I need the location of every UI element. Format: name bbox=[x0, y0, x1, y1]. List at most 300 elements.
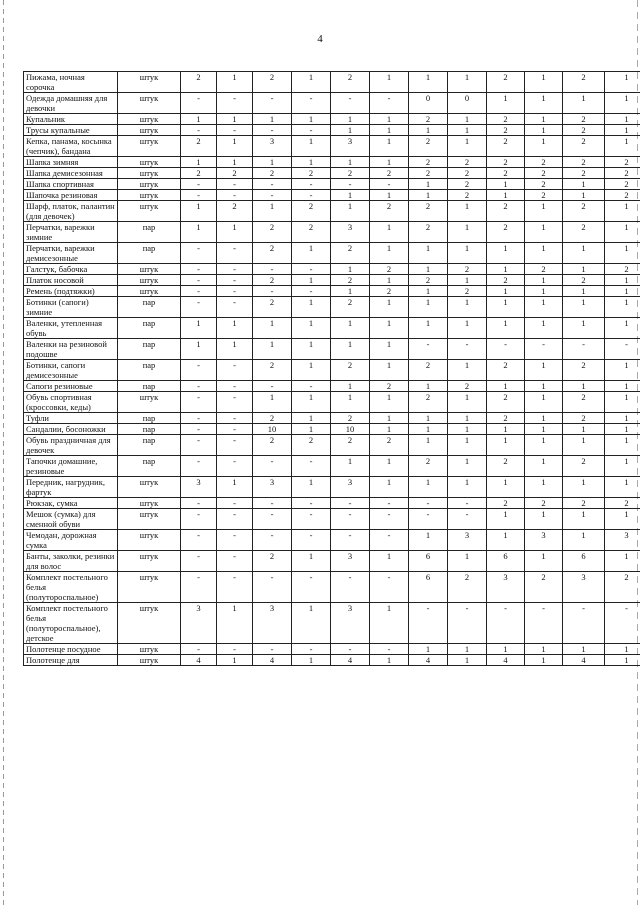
table-row bbox=[24, 264, 640, 275]
value-cell: - bbox=[181, 190, 217, 201]
value-cell: - bbox=[181, 264, 217, 275]
value-cell: 2 bbox=[409, 201, 448, 222]
value-cell: - bbox=[331, 572, 370, 603]
value-cell: 1 bbox=[605, 275, 640, 286]
unit-cell: штук bbox=[118, 644, 181, 655]
value-cell: 2 bbox=[409, 456, 448, 477]
value-cell: 2 bbox=[292, 201, 331, 222]
value-cell: 1 bbox=[563, 381, 605, 392]
value-cell: 1 bbox=[448, 72, 487, 93]
value-cell: 3 bbox=[331, 136, 370, 157]
unit-cell: пар bbox=[118, 435, 181, 456]
value-cell: 1 bbox=[487, 477, 525, 498]
value-cell: 2 bbox=[370, 435, 409, 456]
value-cell: 6 bbox=[409, 551, 448, 572]
value-cell: 3 bbox=[563, 572, 605, 603]
value-cell: 2 bbox=[409, 168, 448, 179]
value-cell: 1 bbox=[563, 286, 605, 297]
value-cell: - bbox=[253, 498, 292, 509]
value-cell: - bbox=[292, 456, 331, 477]
value-cell: 1 bbox=[217, 157, 253, 168]
value-cell: 2 bbox=[525, 168, 563, 179]
value-cell: 3 bbox=[181, 603, 217, 644]
value-cell: 1 bbox=[217, 655, 253, 666]
value-cell: - bbox=[217, 93, 253, 114]
value-cell: 2 bbox=[292, 222, 331, 243]
value-cell: 1 bbox=[525, 456, 563, 477]
value-cell: 1 bbox=[181, 114, 217, 125]
value-cell: 1 bbox=[409, 477, 448, 498]
value-cell: - bbox=[181, 435, 217, 456]
value-cell: - bbox=[181, 275, 217, 286]
value-cell: 1 bbox=[563, 644, 605, 655]
value-cell: 1 bbox=[525, 551, 563, 572]
value-cell: 2 bbox=[448, 286, 487, 297]
unit-cell: штук bbox=[118, 264, 181, 275]
value-cell: 1 bbox=[448, 114, 487, 125]
item-name-cell: Пижама, ночная сорочка bbox=[24, 72, 118, 93]
table-row bbox=[24, 201, 640, 222]
value-cell: 3 bbox=[605, 530, 640, 551]
value-cell: - bbox=[217, 360, 253, 381]
table-row bbox=[24, 339, 640, 360]
value-cell: 1 bbox=[370, 477, 409, 498]
value-cell: 1 bbox=[563, 297, 605, 318]
value-cell: 1 bbox=[605, 201, 640, 222]
value-cell: 1 bbox=[409, 644, 448, 655]
item-name-cell: Шапка демисезонная bbox=[24, 168, 118, 179]
value-cell: 1 bbox=[525, 435, 563, 456]
value-cell: - bbox=[253, 286, 292, 297]
value-cell: - bbox=[292, 509, 331, 530]
value-cell: 2 bbox=[525, 572, 563, 603]
value-cell: - bbox=[181, 456, 217, 477]
value-cell: 1 bbox=[217, 339, 253, 360]
value-cell: 1 bbox=[409, 190, 448, 201]
value-cell: - bbox=[217, 498, 253, 509]
value-cell: 1 bbox=[605, 413, 640, 424]
value-cell: - bbox=[292, 264, 331, 275]
value-cell: 1 bbox=[292, 157, 331, 168]
table-row bbox=[24, 509, 640, 530]
unit-cell: штук bbox=[118, 655, 181, 666]
value-cell: 2 bbox=[409, 392, 448, 413]
value-cell: 1 bbox=[181, 222, 217, 243]
value-cell: 1 bbox=[563, 264, 605, 275]
value-cell: 1 bbox=[605, 456, 640, 477]
table-row bbox=[24, 168, 640, 179]
table-row bbox=[24, 477, 640, 498]
value-cell: 2 bbox=[525, 179, 563, 190]
table-row bbox=[24, 551, 640, 572]
value-cell: - bbox=[217, 644, 253, 655]
unit-cell: штук bbox=[118, 477, 181, 498]
value-cell: - bbox=[181, 243, 217, 264]
value-cell: 1 bbox=[448, 413, 487, 424]
value-cell: 0 bbox=[448, 93, 487, 114]
value-cell: 2 bbox=[563, 392, 605, 413]
value-cell: 1 bbox=[370, 551, 409, 572]
item-name-cell: Передник, нагрудник, фартук bbox=[24, 477, 118, 498]
value-cell: - bbox=[605, 603, 640, 644]
value-cell: 1 bbox=[605, 360, 640, 381]
value-cell: 1 bbox=[253, 114, 292, 125]
value-cell: 2 bbox=[331, 168, 370, 179]
value-cell: - bbox=[181, 93, 217, 114]
value-cell: 1 bbox=[487, 297, 525, 318]
value-cell: 1 bbox=[370, 157, 409, 168]
value-cell: - bbox=[181, 509, 217, 530]
value-cell: 6 bbox=[409, 572, 448, 603]
value-cell: 1 bbox=[409, 413, 448, 424]
unit-cell: штук bbox=[118, 572, 181, 603]
value-cell: 2 bbox=[409, 157, 448, 168]
table-row bbox=[24, 644, 640, 655]
value-cell: 2 bbox=[409, 275, 448, 286]
value-cell: 2 bbox=[253, 551, 292, 572]
table-row bbox=[24, 498, 640, 509]
value-cell: - bbox=[253, 190, 292, 201]
value-cell: 2 bbox=[487, 136, 525, 157]
unit-cell: штук bbox=[118, 179, 181, 190]
value-cell: 1 bbox=[370, 190, 409, 201]
table-row bbox=[24, 381, 640, 392]
value-cell: 1 bbox=[525, 114, 563, 125]
value-cell: - bbox=[605, 339, 640, 360]
item-name-cell: Полотенце для bbox=[24, 655, 118, 666]
value-cell: - bbox=[217, 264, 253, 275]
item-name-cell: Шапка зимняя bbox=[24, 157, 118, 168]
item-name-cell: Ремень (подтяжки) bbox=[24, 286, 118, 297]
value-cell: 1 bbox=[448, 655, 487, 666]
value-cell: 1 bbox=[487, 93, 525, 114]
value-cell: 2 bbox=[448, 572, 487, 603]
value-cell: 2 bbox=[563, 157, 605, 168]
value-cell: 1 bbox=[370, 603, 409, 644]
item-name-cell: Сандалии, босоножки bbox=[24, 424, 118, 435]
value-cell: 1 bbox=[525, 477, 563, 498]
item-name-cell: Ботинки (сапоги) зимние bbox=[24, 297, 118, 318]
value-cell: - bbox=[217, 179, 253, 190]
value-cell: 1 bbox=[448, 392, 487, 413]
value-cell: 2 bbox=[253, 168, 292, 179]
value-cell: - bbox=[370, 530, 409, 551]
value-cell: 1 bbox=[605, 286, 640, 297]
unit-cell: пар bbox=[118, 339, 181, 360]
unit-cell: штук bbox=[118, 125, 181, 136]
item-name-cell: Банты, заколки, резинки для волос bbox=[24, 551, 118, 572]
value-cell: 1 bbox=[448, 551, 487, 572]
value-cell: 3 bbox=[331, 477, 370, 498]
value-cell: 1 bbox=[525, 655, 563, 666]
value-cell: - bbox=[181, 413, 217, 424]
value-cell: 4 bbox=[409, 655, 448, 666]
value-cell: - bbox=[217, 456, 253, 477]
value-cell: 1 bbox=[448, 318, 487, 339]
item-name-cell: Рюкзак, сумка bbox=[24, 498, 118, 509]
value-cell: 1 bbox=[525, 222, 563, 243]
value-cell: - bbox=[181, 179, 217, 190]
value-cell: 1 bbox=[487, 286, 525, 297]
value-cell: 2 bbox=[605, 572, 640, 603]
value-cell: 2 bbox=[563, 456, 605, 477]
table-row bbox=[24, 114, 640, 125]
value-cell: - bbox=[331, 509, 370, 530]
value-cell: 1 bbox=[448, 297, 487, 318]
value-cell: 1 bbox=[563, 318, 605, 339]
value-cell: 1 bbox=[487, 509, 525, 530]
value-cell: 1 bbox=[563, 435, 605, 456]
item-name-cell: Ботинки, сапоги демисезонные bbox=[24, 360, 118, 381]
item-name-cell: Платок носовой bbox=[24, 275, 118, 286]
value-cell: 2 bbox=[181, 168, 217, 179]
value-cell: 1 bbox=[292, 655, 331, 666]
value-cell: 2 bbox=[448, 381, 487, 392]
value-cell: - bbox=[292, 125, 331, 136]
value-cell: 1 bbox=[370, 136, 409, 157]
value-cell: - bbox=[181, 360, 217, 381]
value-cell: 1 bbox=[563, 243, 605, 264]
value-cell: 1 bbox=[605, 424, 640, 435]
value-cell: - bbox=[217, 424, 253, 435]
unit-cell: штук bbox=[118, 168, 181, 179]
value-cell: - bbox=[448, 498, 487, 509]
item-name-cell: Комплект постельного белья (полутороспальное), детское bbox=[24, 603, 118, 644]
value-cell: - bbox=[292, 93, 331, 114]
value-cell: 1 bbox=[370, 360, 409, 381]
value-cell: 1 bbox=[563, 424, 605, 435]
value-cell: 4 bbox=[253, 655, 292, 666]
value-cell: 2 bbox=[487, 201, 525, 222]
value-cell: 1 bbox=[448, 201, 487, 222]
value-cell: 1 bbox=[217, 136, 253, 157]
value-cell: - bbox=[409, 603, 448, 644]
value-cell: 2 bbox=[253, 413, 292, 424]
value-cell: - bbox=[217, 297, 253, 318]
value-cell: 1 bbox=[605, 243, 640, 264]
value-cell: 1 bbox=[605, 655, 640, 666]
value-cell: 2 bbox=[487, 392, 525, 413]
item-name-cell: Перчатки, варежки зимние bbox=[24, 222, 118, 243]
value-cell: 2 bbox=[331, 297, 370, 318]
value-cell: 2 bbox=[448, 157, 487, 168]
value-cell: 2 bbox=[487, 125, 525, 136]
value-cell: 1 bbox=[253, 201, 292, 222]
value-cell: 1 bbox=[181, 201, 217, 222]
value-cell: 2 bbox=[563, 125, 605, 136]
value-cell: 2 bbox=[370, 201, 409, 222]
value-cell: 2 bbox=[409, 360, 448, 381]
item-name-cell: Сапоги резиновые bbox=[24, 381, 118, 392]
table-row bbox=[24, 530, 640, 551]
item-name-cell: Чемодан, дорожная сумка bbox=[24, 530, 118, 551]
value-cell: 1 bbox=[331, 190, 370, 201]
table-row bbox=[24, 222, 640, 243]
value-cell: 3 bbox=[331, 603, 370, 644]
value-cell: 1 bbox=[370, 339, 409, 360]
value-cell: 1 bbox=[370, 222, 409, 243]
value-cell: 1 bbox=[487, 435, 525, 456]
value-cell: 2 bbox=[487, 222, 525, 243]
value-cell: 2 bbox=[253, 360, 292, 381]
value-cell: - bbox=[253, 644, 292, 655]
value-cell: 1 bbox=[448, 456, 487, 477]
value-cell: 1 bbox=[370, 275, 409, 286]
value-cell: 1 bbox=[253, 392, 292, 413]
value-cell: - bbox=[525, 603, 563, 644]
value-cell: - bbox=[253, 530, 292, 551]
unit-cell: штук bbox=[118, 498, 181, 509]
value-cell: 1 bbox=[253, 157, 292, 168]
item-name-cell: Шапка спортивная bbox=[24, 179, 118, 190]
value-cell: 1 bbox=[605, 297, 640, 318]
value-cell: - bbox=[331, 530, 370, 551]
value-cell: 1 bbox=[409, 125, 448, 136]
value-cell: 2 bbox=[331, 72, 370, 93]
value-cell: 1 bbox=[563, 190, 605, 201]
value-cell: 3 bbox=[253, 136, 292, 157]
value-cell: - bbox=[331, 179, 370, 190]
unit-cell: штук bbox=[118, 392, 181, 413]
item-name-cell: Валенки на резиновой подошве bbox=[24, 339, 118, 360]
value-cell: - bbox=[448, 509, 487, 530]
value-cell: - bbox=[292, 530, 331, 551]
item-name-cell: Полотенце посудное bbox=[24, 644, 118, 655]
value-cell: 1 bbox=[605, 72, 640, 93]
value-cell: - bbox=[563, 339, 605, 360]
value-cell: 1 bbox=[409, 72, 448, 93]
value-cell: 2 bbox=[370, 286, 409, 297]
value-cell: 1 bbox=[409, 435, 448, 456]
table-row bbox=[24, 603, 640, 644]
value-cell: 1 bbox=[370, 114, 409, 125]
value-cell: - bbox=[487, 603, 525, 644]
unit-cell: штук bbox=[118, 551, 181, 572]
value-cell: 4 bbox=[331, 655, 370, 666]
value-cell: 1 bbox=[181, 339, 217, 360]
item-name-cell: Комплект постельного белья (полутороспальное) bbox=[24, 572, 118, 603]
value-cell: - bbox=[370, 509, 409, 530]
value-cell: - bbox=[370, 644, 409, 655]
value-cell: 1 bbox=[292, 297, 331, 318]
value-cell: 1 bbox=[487, 179, 525, 190]
value-cell: 1 bbox=[525, 275, 563, 286]
value-cell: 1 bbox=[525, 413, 563, 424]
item-name-cell: Кепка, панама, косынка (чепчик), бандана bbox=[24, 136, 118, 157]
value-cell: 2 bbox=[409, 136, 448, 157]
table-row bbox=[24, 157, 640, 168]
value-cell: 1 bbox=[217, 318, 253, 339]
unit-cell: пар bbox=[118, 297, 181, 318]
value-cell: 1 bbox=[331, 456, 370, 477]
value-cell: - bbox=[253, 264, 292, 275]
value-cell: 3 bbox=[448, 530, 487, 551]
value-cell: 2 bbox=[448, 264, 487, 275]
value-cell: - bbox=[292, 498, 331, 509]
value-cell: 2 bbox=[525, 498, 563, 509]
value-cell: 3 bbox=[253, 477, 292, 498]
value-cell: 2 bbox=[253, 72, 292, 93]
value-cell: 1 bbox=[292, 114, 331, 125]
value-cell: 2 bbox=[563, 72, 605, 93]
value-cell: 1 bbox=[292, 275, 331, 286]
value-cell: 1 bbox=[487, 424, 525, 435]
value-cell: - bbox=[217, 381, 253, 392]
value-cell: 2 bbox=[331, 435, 370, 456]
value-cell: 2 bbox=[331, 413, 370, 424]
table-row bbox=[24, 275, 640, 286]
value-cell: 1 bbox=[525, 286, 563, 297]
value-cell: - bbox=[253, 381, 292, 392]
value-cell: 1 bbox=[605, 93, 640, 114]
value-cell: 2 bbox=[253, 222, 292, 243]
value-cell: 2 bbox=[525, 264, 563, 275]
value-cell: 3 bbox=[253, 603, 292, 644]
value-cell: 2 bbox=[448, 179, 487, 190]
value-cell: 1 bbox=[409, 243, 448, 264]
value-cell: 1 bbox=[605, 222, 640, 243]
value-cell: 1 bbox=[292, 243, 331, 264]
unit-cell: пар bbox=[118, 456, 181, 477]
table-row bbox=[24, 572, 640, 603]
value-cell: 1 bbox=[292, 392, 331, 413]
value-cell: 1 bbox=[292, 318, 331, 339]
value-cell: 1 bbox=[525, 392, 563, 413]
item-name-cell: Тапочки домашние, резиновые bbox=[24, 456, 118, 477]
value-cell: 3 bbox=[487, 572, 525, 603]
unit-cell: штук bbox=[118, 275, 181, 286]
value-cell: - bbox=[292, 286, 331, 297]
value-cell: 1 bbox=[605, 318, 640, 339]
value-cell: - bbox=[409, 339, 448, 360]
value-cell: 1 bbox=[292, 477, 331, 498]
value-cell: 2 bbox=[370, 168, 409, 179]
value-cell: 1 bbox=[605, 392, 640, 413]
value-cell: - bbox=[181, 297, 217, 318]
value-cell: 2 bbox=[605, 190, 640, 201]
value-cell: - bbox=[370, 179, 409, 190]
value-cell: 2 bbox=[605, 179, 640, 190]
value-cell: 2 bbox=[605, 157, 640, 168]
value-cell: 1 bbox=[448, 222, 487, 243]
value-cell: - bbox=[217, 243, 253, 264]
unit-cell: штук bbox=[118, 157, 181, 168]
value-cell: 1 bbox=[525, 381, 563, 392]
value-cell: 1 bbox=[331, 114, 370, 125]
value-cell: 1 bbox=[563, 477, 605, 498]
value-cell: 1 bbox=[525, 243, 563, 264]
value-cell: 4 bbox=[181, 655, 217, 666]
scan-edge-left bbox=[3, 0, 4, 905]
value-cell: 1 bbox=[605, 644, 640, 655]
value-cell: 1 bbox=[370, 456, 409, 477]
value-cell: - bbox=[181, 392, 217, 413]
value-cell: - bbox=[292, 644, 331, 655]
unit-cell: штук bbox=[118, 72, 181, 93]
value-cell: - bbox=[331, 498, 370, 509]
value-cell: 1 bbox=[370, 125, 409, 136]
unit-cell: штук bbox=[118, 190, 181, 201]
item-name-cell: Обувь спортивная (кроссовки, кеды) bbox=[24, 392, 118, 413]
value-cell: 10 bbox=[253, 424, 292, 435]
value-cell: 1 bbox=[292, 360, 331, 381]
table-row bbox=[24, 93, 640, 114]
value-cell: 2 bbox=[370, 264, 409, 275]
table-row bbox=[24, 243, 640, 264]
unit-cell: штук bbox=[118, 286, 181, 297]
value-cell: 1 bbox=[525, 297, 563, 318]
value-cell: 1 bbox=[370, 413, 409, 424]
